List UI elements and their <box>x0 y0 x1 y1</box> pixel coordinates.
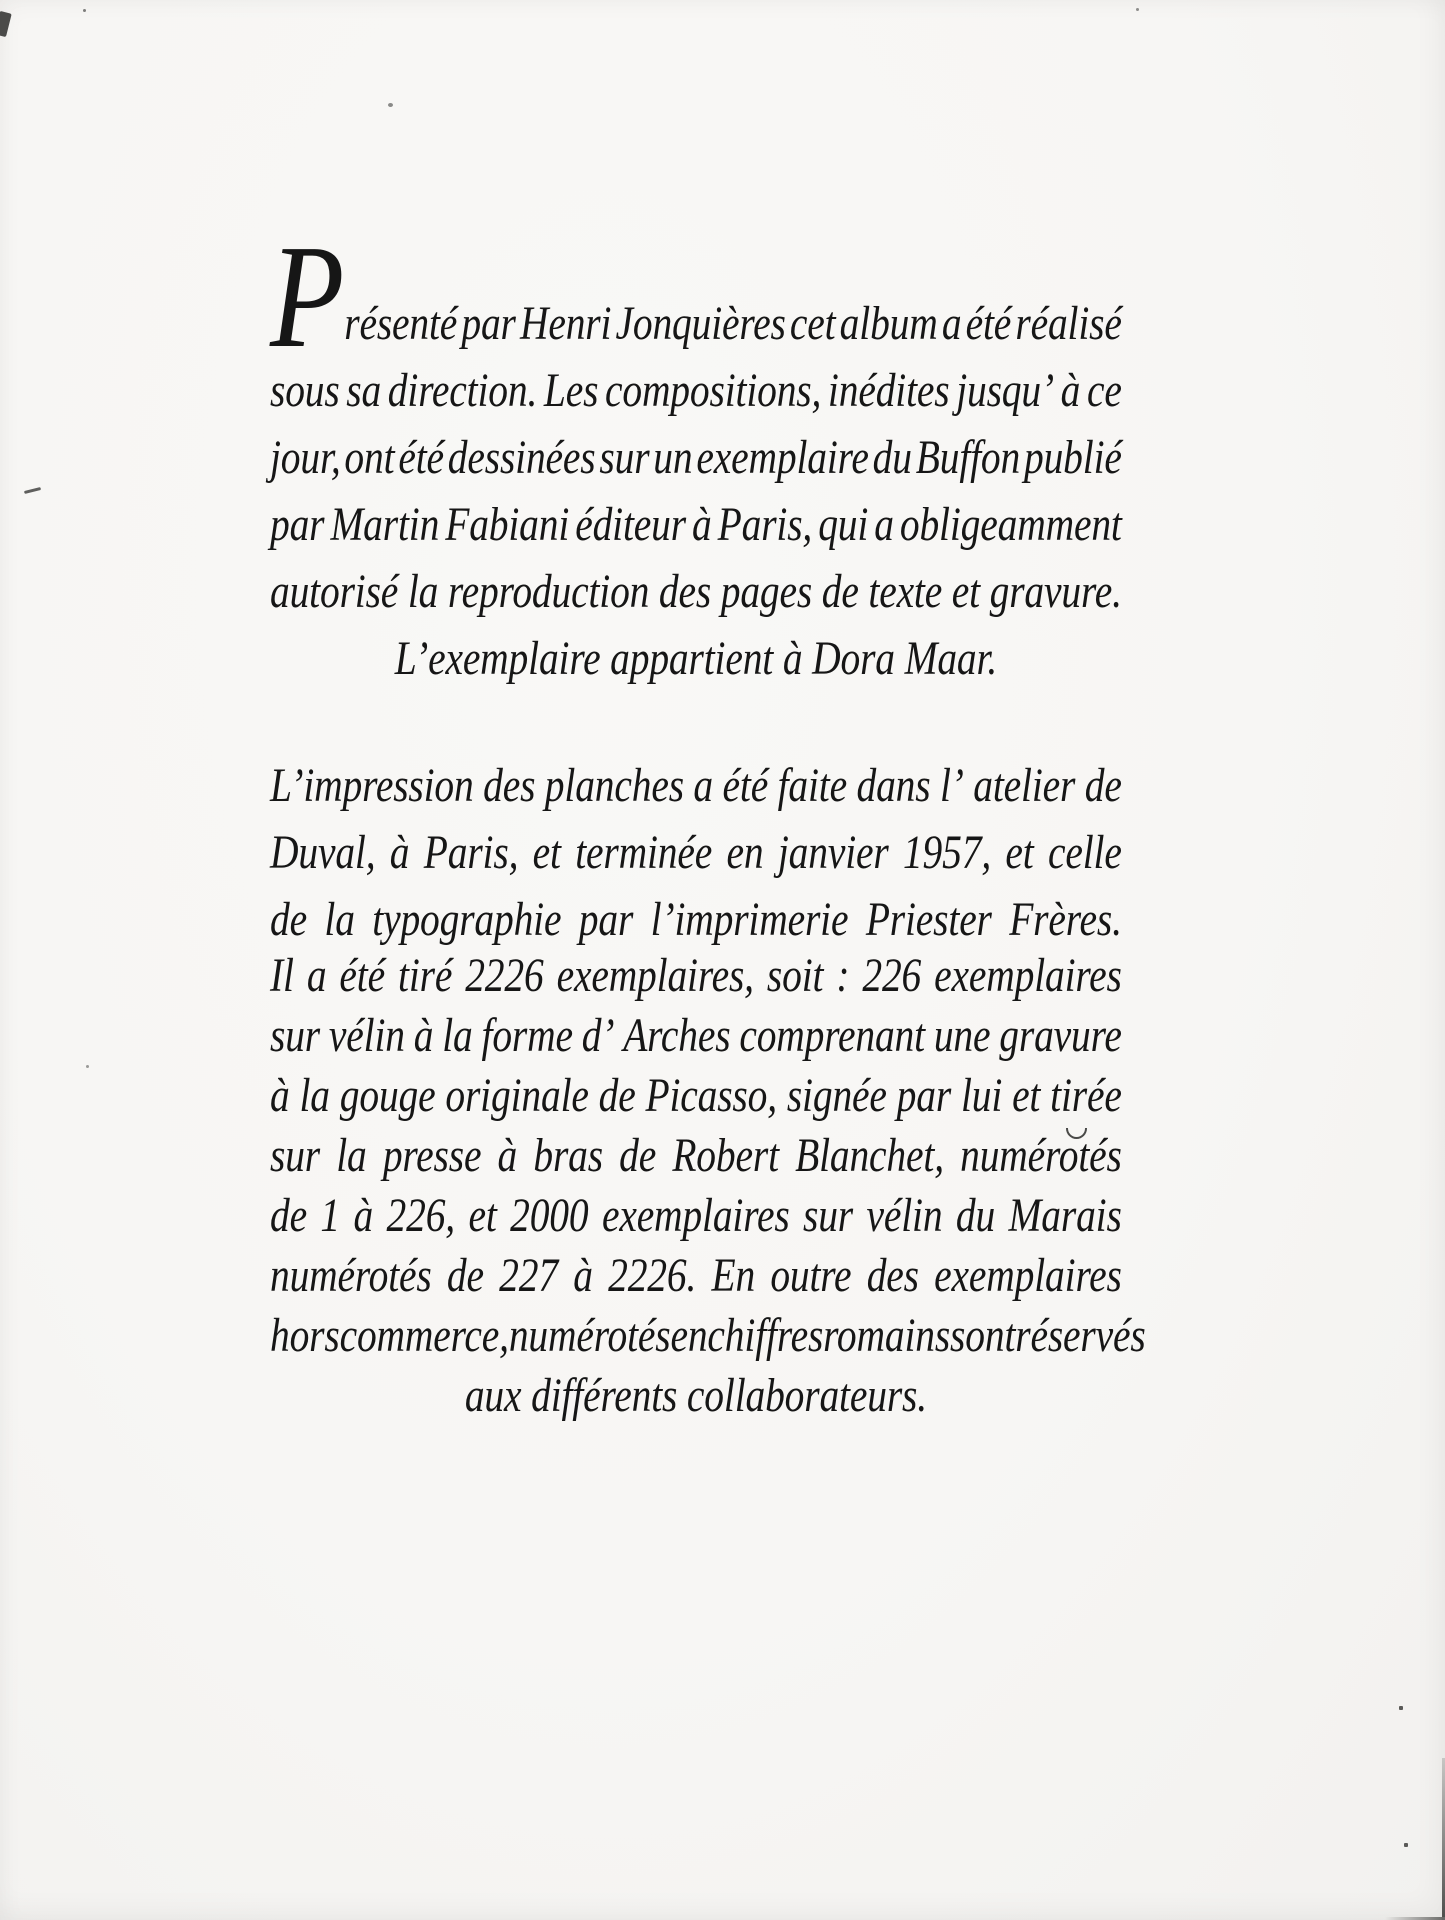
text-line-centered: aux différents collaborateurs. <box>464 1369 927 1422</box>
dropcap-word-rest: résenté <box>344 297 458 350</box>
scan-speck <box>83 9 86 12</box>
word: signée <box>786 1069 887 1122</box>
word: de <box>1084 759 1122 812</box>
word: par <box>896 1069 952 1122</box>
word: planches <box>544 759 684 812</box>
word: compositions, <box>604 364 822 417</box>
word: éditeur <box>575 498 686 551</box>
word: 227 <box>499 1249 558 1302</box>
word: vélin <box>866 1189 943 1242</box>
word: En <box>711 1249 756 1302</box>
word: et <box>951 565 980 618</box>
word: des <box>866 1249 919 1302</box>
word: chiffres <box>707 1309 824 1362</box>
text-line <box>270 752 1122 819</box>
word: Paris, <box>717 498 813 551</box>
word: 1 <box>320 1189 341 1242</box>
text-line <box>270 819 1122 886</box>
text-line <box>270 491 1122 558</box>
word: à <box>389 826 410 879</box>
word: numérotés <box>960 1129 1122 1182</box>
word: a <box>941 297 962 350</box>
word: Duval, <box>270 826 376 879</box>
word: à <box>413 1009 434 1062</box>
word: et <box>532 826 561 879</box>
word: gravure <box>999 1009 1122 1062</box>
text-line <box>270 1306 1146 1366</box>
scan-speck <box>1399 1706 1403 1710</box>
word: du <box>872 431 912 484</box>
word: 2226 <box>465 949 544 1002</box>
word: l’ <box>939 759 964 812</box>
word: sous <box>270 364 340 417</box>
word: typographie <box>372 893 562 946</box>
word: publié <box>1024 431 1122 484</box>
word: en <box>726 826 764 879</box>
text-line <box>270 1186 1122 1246</box>
word: lui <box>960 1069 1003 1122</box>
word: des <box>658 565 712 618</box>
word: tiré <box>398 949 453 1002</box>
word: Il <box>270 949 294 1002</box>
word: à <box>1060 364 1081 417</box>
word: un <box>653 431 693 484</box>
word: texte <box>868 565 943 618</box>
word: a <box>306 949 327 1002</box>
word: inédites <box>827 364 950 417</box>
word: gravure. <box>989 565 1122 618</box>
word: et <box>1012 1069 1041 1122</box>
word: Picasso, <box>645 1069 777 1122</box>
word: Paris, <box>423 826 519 879</box>
word: Buffon <box>915 431 1021 484</box>
word: l’imprimerie <box>650 893 849 946</box>
word: presse <box>382 1129 482 1182</box>
word: ont <box>344 431 395 484</box>
word: cet <box>789 297 836 350</box>
word: Henri <box>519 297 612 350</box>
word: à <box>270 1069 290 1122</box>
text-line <box>270 357 1122 424</box>
colophon-paragraph-3 <box>270 946 1146 1426</box>
word: tirée <box>1050 1069 1122 1122</box>
word: 2226. <box>608 1249 697 1302</box>
word: celle <box>1047 826 1122 879</box>
word: Martin <box>330 498 440 551</box>
scan-speck <box>388 103 393 107</box>
text-line <box>270 946 1122 1006</box>
word: Arches <box>623 1009 731 1062</box>
word: numérotés <box>508 1309 671 1362</box>
word: à <box>353 1189 374 1242</box>
word: a <box>693 759 714 812</box>
word: obligeamment <box>899 498 1122 551</box>
text-line <box>270 1006 1122 1066</box>
word: numérotés <box>270 1249 432 1302</box>
word: sur <box>270 1129 321 1182</box>
word: a <box>874 498 894 551</box>
dropcap-word <box>270 215 458 379</box>
word: Frères. <box>1009 893 1122 946</box>
word: sur <box>599 431 650 484</box>
word: Marais <box>1008 1189 1122 1242</box>
word: de <box>446 1249 484 1302</box>
word: 2000 <box>510 1189 589 1242</box>
word: reproduction <box>447 565 650 618</box>
text-line <box>270 558 1122 625</box>
word: autorisé <box>270 565 399 618</box>
word: Jonquières <box>615 297 786 350</box>
word: été <box>339 949 385 1002</box>
word: qui <box>818 498 869 551</box>
word: réservés <box>1015 1309 1146 1362</box>
word: bras <box>533 1129 603 1182</box>
word: et <box>1005 826 1034 879</box>
word: de <box>598 1069 636 1122</box>
word: réalisé <box>1015 297 1122 350</box>
word: dans <box>856 759 931 812</box>
word: exemplaires <box>934 1249 1122 1302</box>
word: la <box>407 565 439 618</box>
text-line <box>270 886 1122 953</box>
word: à <box>497 1129 518 1182</box>
word: faite <box>777 759 847 812</box>
word: exemplaires <box>934 949 1122 1002</box>
word: Priester <box>865 893 992 946</box>
word: la <box>299 1069 330 1122</box>
text-line <box>270 215 1122 379</box>
word: de <box>270 1189 307 1242</box>
word: dessinées <box>447 431 596 484</box>
text-line <box>270 424 1122 491</box>
word: du <box>955 1189 996 1242</box>
word: atelier <box>973 759 1076 812</box>
word: sur <box>270 1009 321 1062</box>
word: L’impression <box>270 759 474 812</box>
word: 1957, <box>902 826 992 879</box>
word: direction. <box>387 364 538 417</box>
text-line-centered: L’exemplaire appartient à Dora Maar. <box>394 632 998 685</box>
word: exemplaire <box>696 431 869 484</box>
word: jusqu’ <box>956 364 1054 417</box>
text-line <box>270 1126 1122 1186</box>
word: exemplaires, <box>556 949 754 1002</box>
word: été <box>398 431 444 484</box>
word: forme <box>481 1009 573 1062</box>
word: la <box>324 893 355 946</box>
word: gouge <box>339 1069 436 1122</box>
word: la <box>442 1009 473 1062</box>
word: 226, <box>386 1189 456 1242</box>
word: 226 <box>862 949 922 1002</box>
word: soit <box>766 949 824 1002</box>
word: Robert <box>672 1129 779 1182</box>
scan-speck <box>86 1065 89 1068</box>
scan-corner-mark <box>0 11 12 37</box>
word: terminée <box>575 826 713 879</box>
word: exemplaires <box>601 1189 790 1242</box>
word: vélin <box>328 1009 405 1062</box>
word: janvier <box>777 826 889 879</box>
word: été <box>965 297 1012 350</box>
word: en <box>670 1309 708 1362</box>
colophon-paragraph-2 <box>270 752 1122 953</box>
word: de <box>821 565 859 618</box>
word: romains <box>823 1309 951 1362</box>
word: sa <box>346 364 382 417</box>
word: outre <box>770 1249 852 1302</box>
word: sur <box>803 1189 854 1242</box>
word: commerce, <box>339 1309 509 1362</box>
scan-speck <box>1404 1843 1408 1847</box>
word: été <box>722 759 769 812</box>
word: à <box>692 498 712 551</box>
word: pages <box>720 565 813 618</box>
word: comprenant <box>739 1009 925 1062</box>
word: par <box>270 498 325 551</box>
text-line <box>270 1246 1122 1306</box>
word: album <box>839 297 938 350</box>
word: ce <box>1086 364 1122 417</box>
word: : <box>836 949 850 1002</box>
word: d’ <box>581 1009 615 1062</box>
scan-edge-mark <box>24 487 41 494</box>
word: des <box>483 759 536 812</box>
word: Fabiani <box>445 498 570 551</box>
word: à <box>573 1249 593 1302</box>
word: par <box>578 893 634 946</box>
dropcap-letter: P <box>270 215 345 379</box>
word: hors <box>270 1309 340 1362</box>
scan-speck <box>1136 8 1139 11</box>
word: et <box>468 1189 497 1242</box>
word: jour, <box>270 431 341 484</box>
word: Blanchet, <box>795 1129 944 1182</box>
word: de <box>270 893 307 946</box>
word: une <box>933 1009 991 1062</box>
word: Les <box>543 364 599 417</box>
text-line <box>270 1066 1122 1126</box>
word: de <box>619 1129 657 1182</box>
word: la <box>336 1129 367 1182</box>
word: sont <box>950 1309 1016 1362</box>
word: originale <box>445 1069 589 1122</box>
word: par <box>461 297 516 350</box>
colophon-paragraph-1 <box>270 215 1122 692</box>
